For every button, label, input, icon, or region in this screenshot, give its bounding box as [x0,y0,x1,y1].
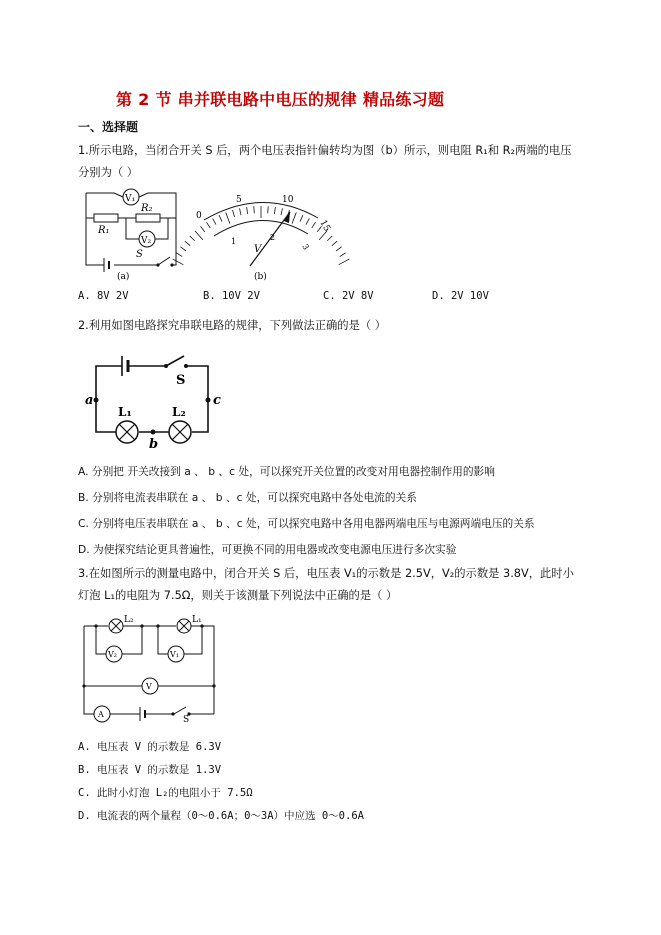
v2-label: V₂ [108,650,117,659]
q1-stem-line2: 分别为（ ） [78,166,139,179]
scale-5: 5 [236,195,242,205]
fig-b-caption: (b) [254,272,267,282]
q1-option-d: D. 2V 10V [432,290,489,302]
fig-a-caption: (a) [117,272,130,282]
meter-tick [339,259,350,265]
meter-tick [233,210,235,217]
scale-15: 15 [317,218,332,234]
meter-tick [332,241,337,246]
page-title: 第 2 节 串并联电路中电压的规律 精品练习题 [116,90,445,109]
meter-tick [340,253,346,257]
v1-label: V₁ [125,194,136,204]
inner-scale-1: 1 [231,237,237,246]
meter-tick [206,222,210,228]
meter-tick [300,215,303,221]
scale-0: 0 [196,211,202,221]
q2-figure-series-circuit [82,348,232,452]
inner-scale-3: 3 [300,242,311,252]
r2-label: R₂ [141,203,153,214]
meter-unit: V [254,244,262,255]
lamp-l2-label: L₂ [172,405,186,419]
section-heading: 一、选择题 [78,120,139,134]
meter-tick [219,215,222,221]
v-label: V [146,682,152,691]
q1-figure-b-voltmeter [190,188,330,283]
q2-stem: 2.利用如图电路探究串联电路的规律，下列做法正确的是（ ） [78,319,387,332]
meter-tick [195,231,203,240]
meter-tick [292,212,296,223]
inner-scale-2: 2 [270,233,276,242]
point-a-label: a [85,393,94,408]
q1-stem-line1: 1.所示电路，当闭合开关 S 后，两个电压表指针偏转均为图（b）所示，则电阻 R₁和 R₂两端的电压 [78,144,572,157]
ammeter-label: A [98,710,104,719]
q1-option-a: A. 8V 2V [78,290,129,302]
scale-10: 10 [282,195,294,205]
q3-option-c: C. 此时小灯泡 L₂的电阻小于 7.5Ω [78,787,253,799]
q3-stem-line2: 灯泡 L₁的电阻为 7.5Ω，则关于该测量下列说法中正确的是（ ） [78,589,398,602]
lamp-l2-label: L₂ [124,615,134,625]
meter-tick [247,207,248,214]
meter-tick [336,247,342,251]
point-b-label: b [149,437,159,452]
meter-tick [327,236,332,241]
meter-tick [281,208,283,215]
q2-option-d: D. 为使探究结论更具普遍性，可更换不同的用电器或改变电源电压进行多次实验 [78,543,457,556]
meter-tick [306,218,309,224]
q1-option-c: C. 2V 8V [323,290,374,302]
meter-tick [213,218,216,224]
q3-figure-measurement-circuit [80,610,220,725]
lamp-l1-label: L₁ [118,405,132,419]
switch-label: S [183,715,190,725]
meter-tick [240,208,242,215]
meter-tick [190,236,195,241]
q2-option-a: A. 分别把 开关改接到 a 、 b 、c 处，可以探究开关位置的改变对用电器控制作用的影响 [78,465,495,478]
lamp-l1-label: L₁ [192,615,202,625]
point-c-label: c [213,393,221,408]
q1-figure-a-circuit [78,185,188,280]
meter-tick [226,212,230,223]
r1-label: R₁ [98,225,110,236]
switch-label: S [136,249,143,260]
meter-tick [274,207,275,214]
v2-label: V₂ [141,236,152,246]
meter-tick [254,206,255,213]
q2-option-c: C. 分别将电压表串联在 a 、 b 、c 处，可以探究电路中各用电器两端电压与电源两端电压的关系 [78,517,535,530]
q2-option-b: B. 分别将电流表串联在 a 、 b 、c 处，可以探究电路中各处电流的关系 [78,491,417,504]
meter-tick [312,222,316,228]
q3-option-b: B. 电压表 V 的示数是 1.3V [78,764,222,776]
meter-tick [201,226,205,232]
v1-label: V₁ [170,650,179,659]
q1-option-b: B. 10V 2V [203,290,260,302]
q3-stem-line1: 3.在如图所示的测量电路中，闭合开关 S 后，电压表 V₁的示数是 2.5V，V₂的示数是 3.8V，此时小 [78,567,574,580]
q3-option-a: A. 电压表 V 的示数是 6.3V [78,741,222,753]
q3-option-d: D. 电流表的两个量程（0～0.6A；0～3A）中应选 0～0.6A [78,810,364,822]
meter-tick [268,206,269,213]
switch-label: S [176,373,186,388]
